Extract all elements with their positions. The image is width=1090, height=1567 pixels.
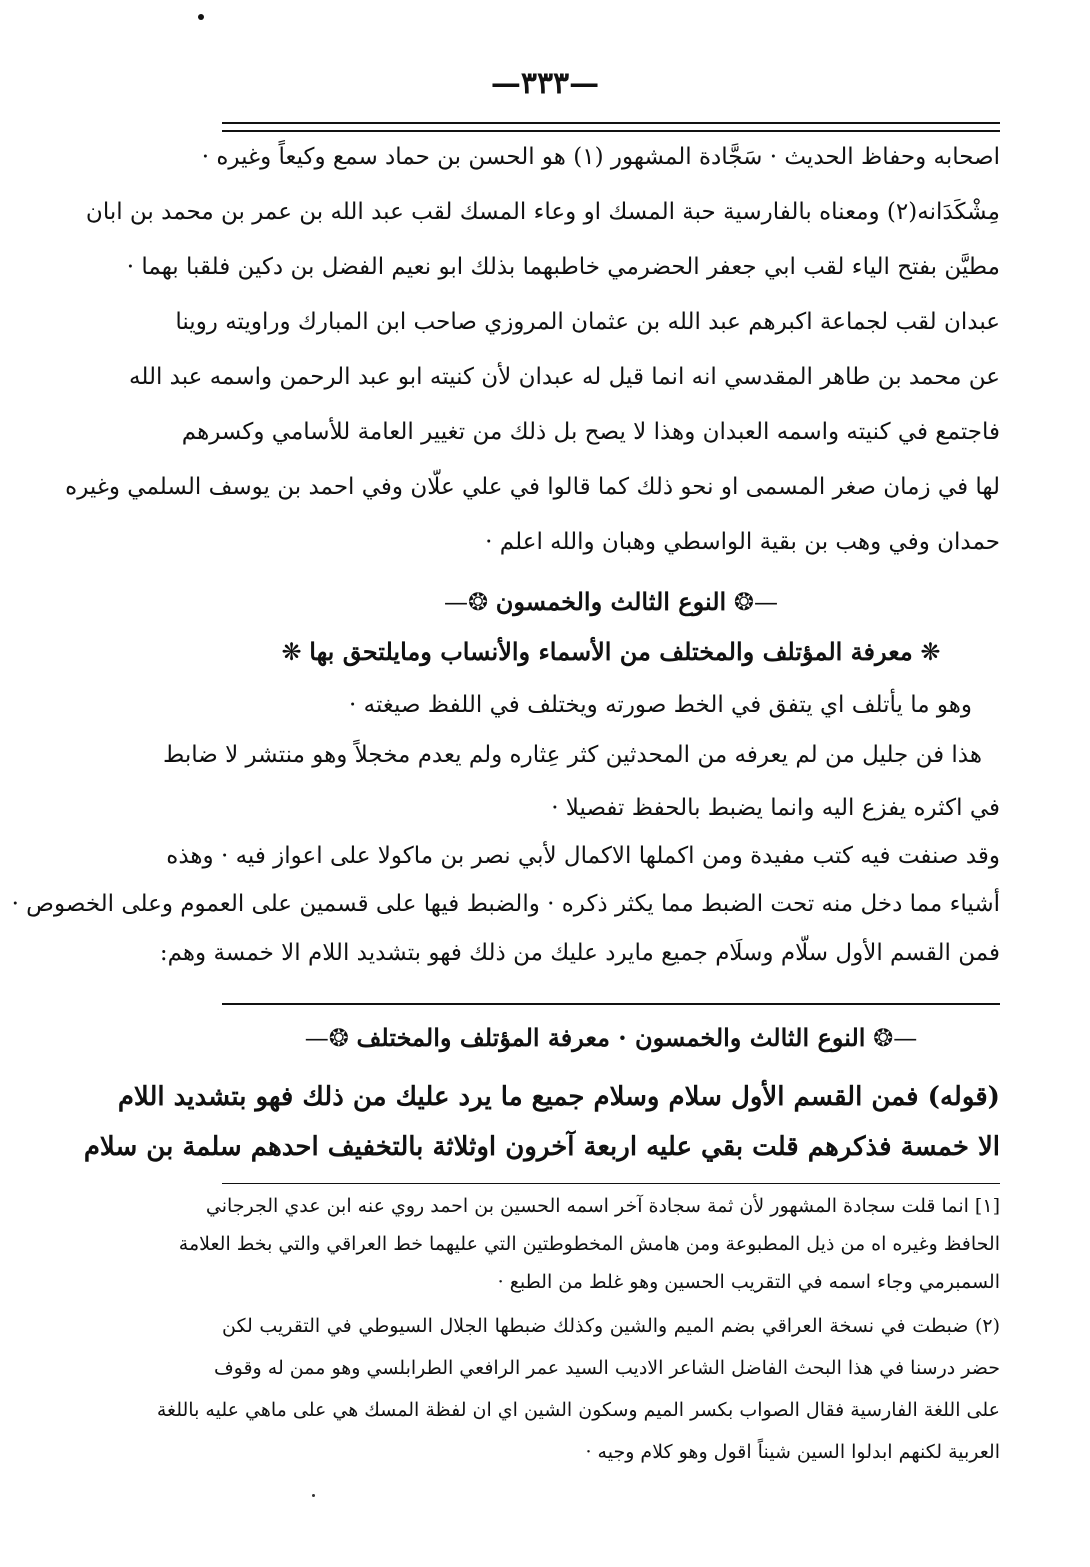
ornament-icon: ❋ (912, 638, 941, 666)
section-subheading (222, 632, 1000, 672)
text-line: اصحابه وحفاظ الحديث · سَجَّادة المشهور (١) هو الحسن بن حماد سمع وكيعاً وغيره · (201, 144, 1000, 170)
footnote-line: السمبرمي وجاء اسمه في التقريب الحسين وهو غلط من الطبع · (497, 1271, 1000, 1293)
footnote-line: [١] انما قلت سجادة المشهور لأن ثمة سجادة آخر اسمه الحسين بن احمد روي عنه ابن عدي الجرجاني (205, 1195, 1000, 1217)
stray-mark (312, 1494, 315, 1497)
footnote-line: حضر درسنا في هذا البحث الفاضل الشاعر الاديب السيد عمر الرافعي الطرابلسي وهو ممن له وقوف (213, 1357, 1000, 1379)
ornament-icon: —❂ (726, 588, 778, 616)
commentary-heading (222, 1016, 1000, 1060)
text-line: حمدان وفي وهب بن بقية الواسطي وهبان والله اعلم · (485, 529, 1000, 555)
main-text-part2 (11, 684, 1000, 994)
page-number: —٣٣٣— (490, 66, 600, 101)
commentary-line: (قوله) فمن القسم الأول سلام وسلام جميع ما يرد عليك من ذلك فهو بتشديد اللام (117, 1082, 1000, 1112)
stray-dot (198, 14, 204, 20)
text-line: عن محمد بن طاهر المقدسي انه انما قيل له عبدان لأن كنيته ابو عبد الرحمن واسمه عبد الله (129, 364, 1000, 390)
text-line: في اكثره يفزع اليه وانما يضبط بالحفظ تفصيلا · (551, 795, 1000, 821)
text-line: عبدان لقب لجماعة اكبرهم عبد الله بن عثمان المروزي صاحب ابن المبارك وراويته روينا (175, 309, 1000, 335)
text-line: لها في زمان صغر المسمى او نحو ذلك كما قالوا في علي علّان وفي احمد بن يوسف السلمي وغيره (65, 474, 1000, 500)
commentary-rule (222, 1003, 1000, 1005)
footnote-rule (222, 1183, 1000, 1184)
footnote-2 (156, 1308, 1000, 1498)
ornament-icon: ❋ (281, 638, 310, 666)
text-line: هذا فن جليل من لم يعرفه من المحدثين كثر عِثاره ولم يعدم مخجلاً وهو منتشر لا ضابط (162, 742, 982, 768)
section-heading (222, 582, 1000, 622)
header-rule (222, 122, 1000, 132)
text-line: فمن القسم الأول سلّام وسلَام جميع مايرد عليك من ذلك فهو بتشديد اللام الا خمسة وهم: (159, 940, 1000, 966)
ornament-icon: ❂— (444, 588, 496, 616)
commentary-text (83, 1074, 1000, 1184)
text-line: أشياء مما دخل منه تحت الضبط مما يكثر ذكره · والضبط فيها على قسمين على العموم وعلى الخصوص · (11, 891, 1000, 917)
text-line: مطيَّن بفتح الياء لقب ابي جعفر الحضرمي خاطبهما بذلك ابو نعيم الفضل بن دكين فلقبا بهما · (126, 254, 1000, 280)
commentary-heading-text: النوع الثالث والخمسون · معرفة المؤتلف والمختلف (356, 1023, 866, 1052)
section-heading-text: النوع الثالث والخمسون (495, 587, 727, 616)
text-line: فاجتمع في كنيته واسمه العبدان وهذا لا يصح بل ذلك من تغيير العامة للأسامي وكسرهم (181, 419, 1000, 445)
section-subheading-text: معرفة المؤتلف والمختلف من الأسماء والأنساب ومايلتحق بها (309, 637, 913, 666)
footnote-line: العربية لكنهم ابدلوا السين شيناً اقول وهو كلام وجيه · (585, 1441, 1000, 1463)
commentary-line: الا خمسة فذكرهم قلت بقي عليه اربعة آخرون اوثلاثة بالتخفيف احدهم سلمة بن سلام (83, 1132, 1000, 1162)
footnote-line: الحافظ وغيره اه من ذيل المطبوعة ومن هامش المخطوطتين التي عليهما خط العراقي والتي بخط العلامة (178, 1233, 1000, 1255)
footnote-line: على اللغة الفارسية فقال الصواب بكسر الميم وسكون الشين اي ان لفظة المسك هي على ماهي عليه باللغة (156, 1399, 1000, 1421)
text-line: وهو ما يأتلف اي يتفق في الخط صورته ويختلف في اللفظ صيغته · (349, 692, 972, 718)
ornament-icon: ❂— (304, 1024, 357, 1052)
text-line: وقد صنفت فيه كتب مفيدة ومن اكملها الاكمال لأبي نصر بن ماكولا على اعواز فيه · وهذه (166, 843, 1000, 869)
footnote-line: (٢) ضبطت في نسخة العراقي بضم الميم والشين وكذلك ضبطها الجلال السيوطي في التقريب لكن (222, 1315, 1000, 1337)
text-line: مِشْكَدَانه(٢) ومعناه بالفارسية حبة المسك او وعاء المسك لقب عبد الله بن عمر بن محمد بن ابان (85, 199, 1000, 225)
main-text-part1 (65, 136, 1000, 576)
footnote-1 (178, 1188, 1000, 1318)
ornament-icon: —❂ (865, 1024, 918, 1052)
